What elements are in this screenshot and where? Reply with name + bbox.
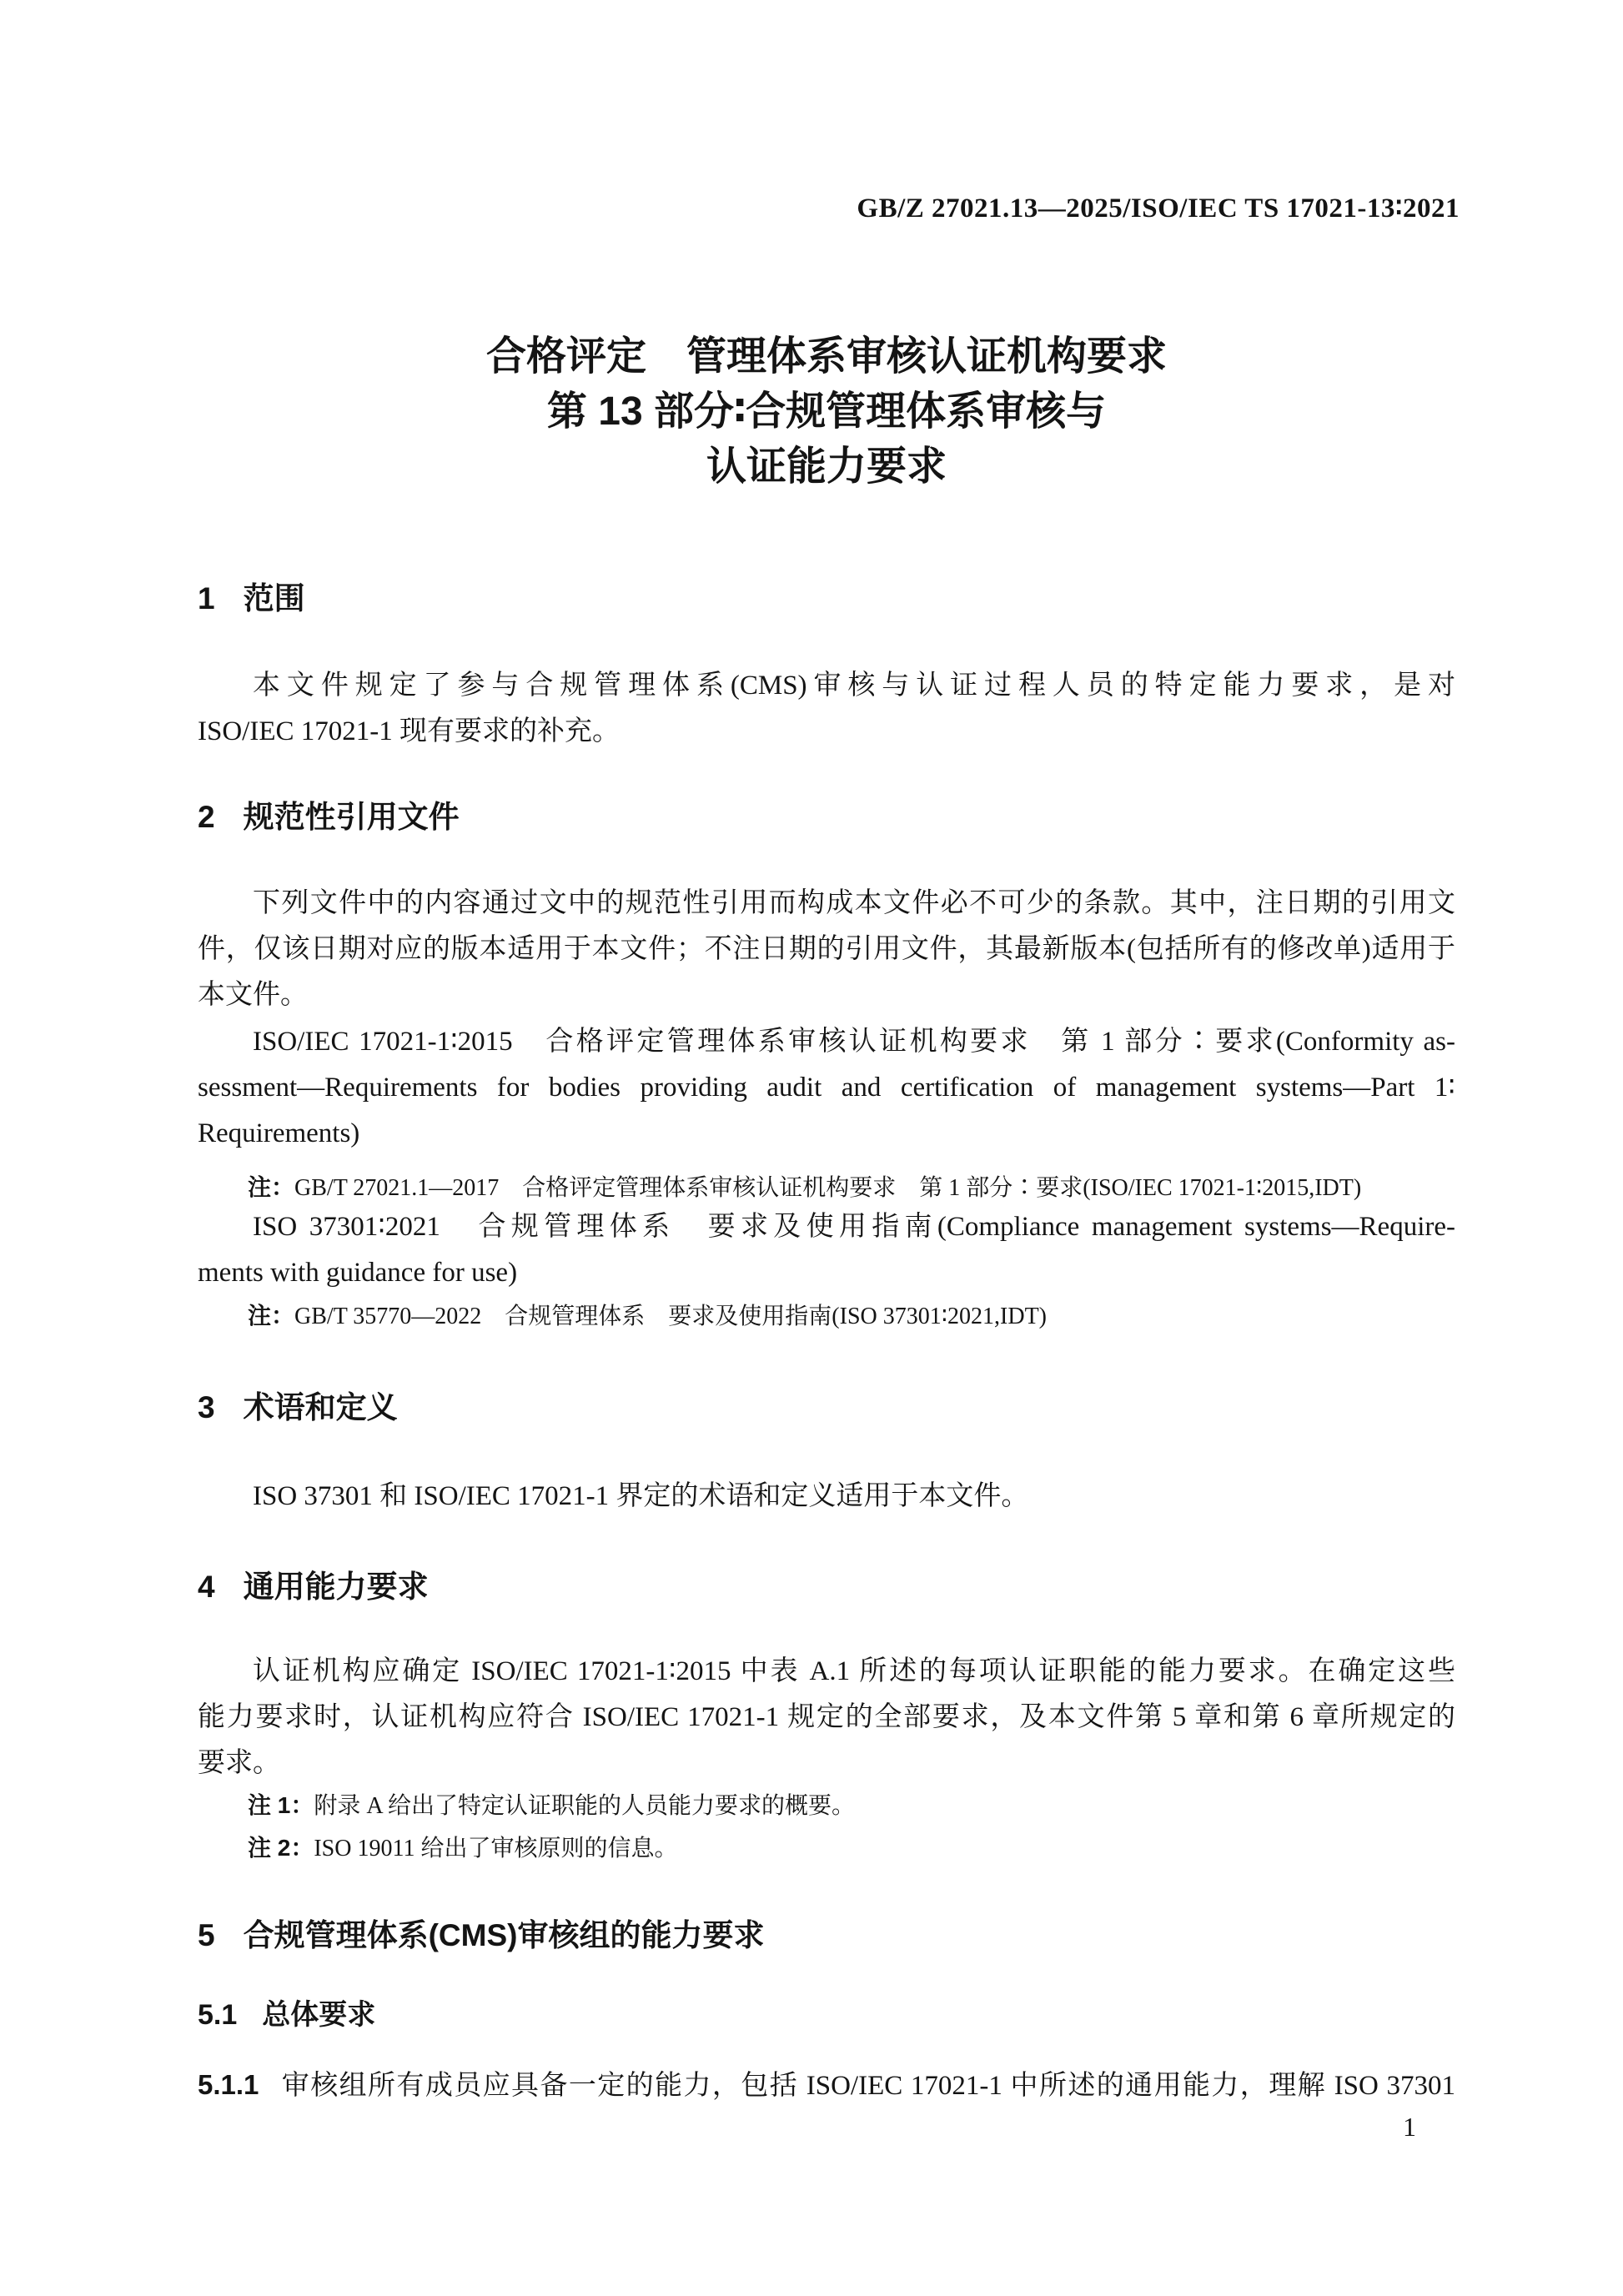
clause-1-title: 范围 (243, 581, 305, 615)
clause-5-1-1-paragraph (198, 2062, 1455, 2109)
clause-5-1-heading (198, 1995, 1455, 2035)
document-title (198, 329, 1455, 495)
note-text: GB/T 27021.1—2017 合格评定管理体系审核认证机构要求 第 1 部分∶要求(ISO/IEC 17021-1∶2015,IDT) (294, 1175, 1362, 1201)
note-text: GB/T 35770—2022 合规管理体系 要求及使用指南(ISO 37301∶2021,IDT) (294, 1304, 1047, 1329)
reference-line: sessment—Requirements for bodies providing audit and certification of management systems—Part 1∶ (198, 1073, 1455, 1103)
clause-2-paragraph (198, 881, 1455, 1018)
reference-line: ISO/IEC 17021-1∶2015 合格评定管理体系审核认证机构要求 第 1 部分∶要求(Conformity as- (253, 1027, 1455, 1057)
clause-1-heading (198, 578, 1455, 620)
note-label: 注 1： (248, 1792, 314, 1818)
paragraph-line: 件，仅该日期对应的版本适用于本文件；不注日期的引用文件，其最新版本(包括所有的修改单)适用于 (198, 934, 1455, 964)
paragraph-line: 本文件规定了参与合规管理体系(CMS)审核与认证过程人员的特定能力要求，是对 (253, 671, 1455, 701)
clause-1-number: 1 (198, 581, 215, 615)
normative-reference-2 (198, 1204, 1455, 1296)
reference-2-note (198, 1296, 1455, 1337)
note-label: 注： (248, 1174, 295, 1200)
clause-5-title: 合规管理体系(CMS)审核组的能力要求 (243, 1918, 765, 1952)
paragraph-line: 能力要求时，认证机构应符合 ISO/IEC 17021-1 规定的全部要求，及本文件第 5 章和第 6 章所规定的 (198, 1702, 1455, 1732)
clause-5-number: 5 (198, 1918, 215, 1952)
clause-5-1-number: 5.1 (198, 1999, 238, 2031)
clause-2-number: 2 (198, 800, 215, 834)
paragraph-line: ISO/IEC 17021-1 现有要求的补充。 (198, 716, 620, 746)
paragraph-line: 下列文件中的内容通过文中的规范性引用而构成本文件必不可少的条款。其中，注日期的引用文 (253, 888, 1455, 918)
document-title-line-2: 第 13 部分∶合规管理体系审核与 (546, 389, 1107, 434)
clause-4-note-1 (198, 1786, 1455, 1826)
clause-4-paragraph (198, 1649, 1455, 1786)
clause-1-paragraph (198, 663, 1455, 755)
clause-4-number: 4 (198, 1570, 215, 1604)
clause-3-title: 术语和定义 (243, 1390, 398, 1424)
reference-line: ISO 37301∶2021 合规管理体系 要求及使用指南(Compliance management systems—Require- (253, 1212, 1455, 1242)
normative-reference-1 (198, 1019, 1455, 1157)
paragraph-line: 认证机构应确定 ISO/IEC 17021-1∶2015 中表 A.1 所述的每项认证职能的能力要求。在确定这些 (253, 1656, 1455, 1686)
note-text: 附录 A 给出了特定认证职能的人员能力要求的概要。 (314, 1793, 856, 1819)
clause-5-1-title: 总体要求 (262, 1999, 376, 2031)
document-title-line-1: 合格评定 管理体系审核认证机构要求 (485, 334, 1167, 379)
clause-2-heading (198, 796, 1455, 838)
clause-4-note-2 (198, 1828, 1455, 1869)
note-label: 注 2： (248, 1835, 314, 1861)
reference-1-note (198, 1168, 1455, 1208)
reference-line: ments with guidance for use) (198, 1258, 518, 1288)
clause-5-1-1-number: 5.1.1 (198, 2069, 259, 2100)
clause-3-paragraph: ISO 37301 和 ISO/IEC 17021-1 界定的术语和定义适用于本文件。 (253, 1481, 1029, 1511)
clause-5-heading (198, 1915, 1455, 1957)
paragraph-line: 本文件。 (198, 980, 308, 1010)
clause-5-1-1-text: 审核组所有成员应具备一定的能力，包括 ISO/IEC 17021-1 中所述的通用能力，理解 ISO 37301 (280, 2071, 1455, 2101)
paragraph-line: 要求。 (198, 1748, 280, 1778)
clause-4-title: 通用能力要求 (243, 1570, 429, 1604)
reference-line: Requirements) (198, 1118, 360, 1148)
note-label: 注： (248, 1303, 295, 1329)
clause-3-heading (198, 1387, 1455, 1429)
clause-3-number: 3 (198, 1390, 215, 1424)
document-title-line-3: 认证能力要求 (706, 445, 947, 489)
note-text: ISO 19011 给出了审核原则的信息。 (314, 1836, 678, 1861)
standard-code-header: GB/Z 27021.13—2025/ISO/IEC TS 17021-13∶2021 (857, 193, 1460, 224)
clause-2-title: 规范性引用文件 (243, 800, 460, 834)
clause-4-heading (198, 1566, 1455, 1608)
page-number: 1 (1403, 2112, 1416, 2142)
